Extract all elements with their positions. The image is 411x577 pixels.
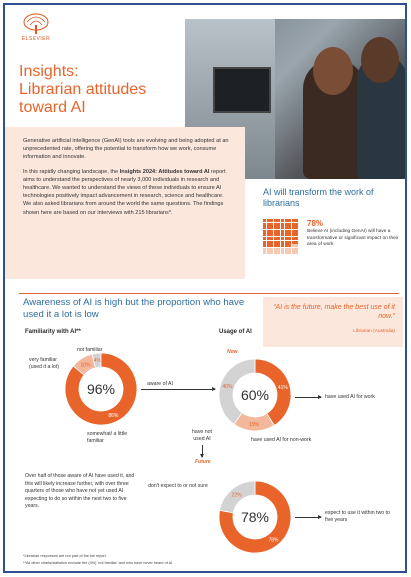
label-very-familiar: very familiar (used it a lot) — [29, 357, 59, 370]
waffle-cell — [288, 219, 291, 222]
waffle-cell — [274, 226, 277, 229]
label-somewhat-familiar: somewhat/ a little familiar — [87, 431, 128, 444]
waffle-cell — [292, 237, 295, 240]
waffle-cell — [263, 237, 266, 240]
waffle-cell — [274, 237, 277, 240]
waffle-cell — [274, 248, 277, 251]
donut-center-label: 60% — [240, 387, 270, 403]
photo-person-head — [361, 37, 399, 83]
label-not-familiar: not familiar — [77, 347, 103, 353]
arrow-aware — [141, 389, 215, 390]
waffle-cell — [274, 241, 277, 244]
donut-slice-label: 10% — [80, 362, 91, 369]
page-title — [19, 63, 179, 117]
waffle-cell — [274, 244, 277, 247]
waffle-cell — [277, 230, 280, 233]
stat-heading: AI will transform the work of librarians — [263, 187, 374, 208]
waffle-cell — [267, 237, 270, 240]
waffle-cell — [295, 237, 298, 240]
label-aware: aware of AI — [147, 381, 173, 387]
waffle-cell — [285, 244, 288, 247]
waffle-cell — [285, 219, 288, 222]
waffle-cell — [288, 233, 291, 236]
title-line-2: Librarian attitudes — [19, 81, 147, 98]
waffle-cell — [281, 233, 284, 236]
waffle-cell — [270, 241, 273, 244]
waffle-cell — [295, 219, 298, 222]
section-divider — [19, 293, 399, 294]
waffle-cell — [270, 237, 273, 240]
donut-slice-label: 4% — [93, 358, 101, 365]
footnote-1: *Librarian responses are not part of the full report. — [23, 554, 107, 558]
waffle-cell — [281, 237, 284, 240]
waffle-cell — [295, 244, 298, 247]
waffle-cell — [295, 233, 298, 236]
donut-slice-label: 41% — [277, 384, 288, 391]
waffle-cell — [285, 251, 288, 254]
waffle-cell — [281, 248, 284, 251]
waffle-cell — [263, 226, 266, 229]
familiarity-donut — [63, 351, 139, 427]
donut-slice-label: 19% — [249, 421, 260, 428]
donut-slice-label: 40% — [222, 384, 233, 391]
waffle-cell — [295, 251, 298, 254]
label-future: Future — [195, 459, 211, 465]
waffle-cell — [295, 223, 298, 226]
photo-person-head — [313, 47, 353, 95]
waffle-cell — [295, 226, 298, 229]
waffle-cell — [292, 223, 295, 226]
donut-center-label: 96% — [86, 381, 116, 397]
waffle-cell — [292, 226, 295, 229]
intro-box — [5, 127, 245, 279]
quote-text: “AI is the future, make the best use of it now.” — [273, 304, 395, 320]
waffle-cell — [288, 241, 291, 244]
waffle-cell — [270, 219, 273, 222]
waffle-cell — [274, 230, 277, 233]
waffle-cell — [277, 226, 280, 229]
waffle-cell — [292, 230, 295, 233]
waffle-cell — [292, 251, 295, 254]
intro-text: In this rapidly changing landscape, the — [23, 168, 120, 175]
waffle-cell — [277, 248, 280, 251]
waffle-cell — [270, 223, 273, 226]
waffle-cell — [292, 248, 295, 251]
tree-icon — [21, 13, 51, 35]
waffle-cell — [270, 226, 273, 229]
waffle-cell — [267, 219, 270, 222]
waffle-cell — [277, 219, 280, 222]
label-used-nonwork: have used AI for non-work — [251, 437, 312, 443]
intro-paragraph-2 — [23, 168, 233, 217]
waffle-cell — [270, 230, 273, 233]
waffle-cell — [274, 223, 277, 226]
waffle-cell — [263, 219, 266, 222]
waffle-cell — [274, 219, 277, 222]
waffle-cell — [292, 244, 295, 247]
waffle-cell — [281, 226, 284, 229]
infographic-page — [3, 3, 407, 573]
body-text: Over half of those aware of AI have used it, and this will likely increase further, with over three quarters of those who have not yet used AI expecting to do so within the next two to five years. — [25, 473, 135, 510]
waffle-cell — [267, 244, 270, 247]
section-title: Awareness of AI is high but the proportion who have used it a lot is low — [23, 297, 245, 320]
stat-description: Believe AI (including GenAI) will have a transformative or significant impact on their area of work — [307, 229, 399, 248]
donut-center-label: 78% — [240, 509, 270, 525]
label-used-work: have used AI for work — [325, 394, 375, 400]
waffle-cell — [281, 230, 284, 233]
waffle-cell — [267, 226, 270, 229]
waffle-cell — [263, 251, 266, 254]
usage-donut — [217, 357, 293, 433]
waffle-cell — [285, 237, 288, 240]
arrow-expect — [295, 517, 321, 518]
waffle-cell — [288, 248, 291, 251]
waffle-cell — [285, 233, 288, 236]
waffle-cell — [263, 241, 266, 244]
label-expect: expect to use it within two to five years — [325, 510, 390, 523]
waffle-cell — [277, 251, 280, 254]
waffle-cell — [285, 248, 288, 251]
waffle-cell — [277, 237, 280, 240]
quote-attribution: Librarian (Australia) — [353, 329, 395, 334]
waffle-cell — [277, 244, 280, 247]
waffle-cell — [281, 241, 284, 244]
waffle-cell — [263, 230, 266, 233]
donut-slice-label: 22% — [231, 492, 242, 499]
waffle-cell — [288, 230, 291, 233]
waffle-cell — [292, 241, 295, 244]
waffle-cell — [295, 230, 298, 233]
label-now: Now — [227, 349, 238, 355]
waffle-chart — [263, 219, 299, 253]
elsevier-logo — [17, 13, 55, 42]
waffle-cell — [281, 219, 284, 222]
footnote-2: **All other charts/statistics exclude the (4%) 'not familiar' and who have never heard of AI. — [23, 561, 174, 565]
waffle-cell — [277, 223, 280, 226]
waffle-cell — [285, 223, 288, 226]
waffle-cell — [263, 244, 266, 247]
waffle-cell — [263, 248, 266, 251]
waffle-cell — [295, 248, 298, 251]
waffle-cell — [270, 244, 273, 247]
label-dont-expect: don't expect to or not sure — [148, 483, 208, 489]
waffle-cell — [285, 226, 288, 229]
waffle-cell — [274, 251, 277, 254]
waffle-cell — [267, 230, 270, 233]
waffle-cell — [288, 223, 291, 226]
donut-slice-label: 86% — [108, 413, 119, 420]
intro-paragraph-1: Generative artificial intelligence (GenAI) tools are evolving and being adopted at an unprecedented rate, offering the potential to transform how we work, consume information and innovate. — [23, 138, 229, 161]
waffle-cell — [277, 241, 280, 244]
donut-slice-label: 78% — [268, 537, 279, 544]
waffle-cell — [267, 223, 270, 226]
title-line-1: Insights: — [19, 63, 79, 80]
waffle-cell — [285, 241, 288, 244]
report-name: Insights 2024: Attitudes toward AI — [119, 168, 210, 175]
waffle-cell — [281, 251, 284, 254]
usage-heading: Usage of AI — [219, 329, 252, 335]
waffle-cell — [292, 219, 295, 222]
waffle-cell — [292, 233, 295, 236]
waffle-cell — [277, 233, 280, 236]
waffle-cell — [285, 230, 288, 233]
arrow-work — [295, 397, 321, 398]
waffle-cell — [263, 223, 266, 226]
logo-text: ELSEVIER — [21, 36, 51, 42]
photo-monitor — [213, 67, 271, 113]
waffle-cell — [263, 233, 266, 236]
waffle-cell — [281, 244, 284, 247]
stat-percent: 78% — [307, 219, 324, 228]
waffle-cell — [267, 251, 270, 254]
waffle-cell — [270, 233, 273, 236]
title-line-3: toward AI — [19, 99, 86, 116]
waffle-cell — [267, 241, 270, 244]
waffle-cell — [267, 233, 270, 236]
waffle-cell — [270, 251, 273, 254]
label-not-used: have not used AI — [192, 429, 212, 442]
future-donut — [217, 479, 293, 555]
waffle-cell — [267, 248, 270, 251]
intro-text: report aims to understand the perspectives of nearly 3,000 individuals in research and healthcare. We wanted to understand the views of these individuals to ensure AI technologies positively impact advancement in research, science and healthcare. We also asked librarians from around the world the same questions. The findings shown here are based on our interviews with 215 librarians*. — [23, 168, 226, 216]
waffle-cell — [288, 226, 291, 229]
waffle-cell — [274, 233, 277, 236]
waffle-cell — [270, 248, 273, 251]
arrow-future — [202, 445, 203, 457]
waffle-cell — [288, 251, 291, 254]
quote-box — [263, 297, 403, 347]
waffle-cell — [288, 244, 291, 247]
familiarity-heading: Familiarity with AI** — [25, 329, 81, 335]
waffle-cell — [281, 223, 284, 226]
waffle-cell — [288, 237, 291, 240]
waffle-cell — [295, 241, 298, 244]
